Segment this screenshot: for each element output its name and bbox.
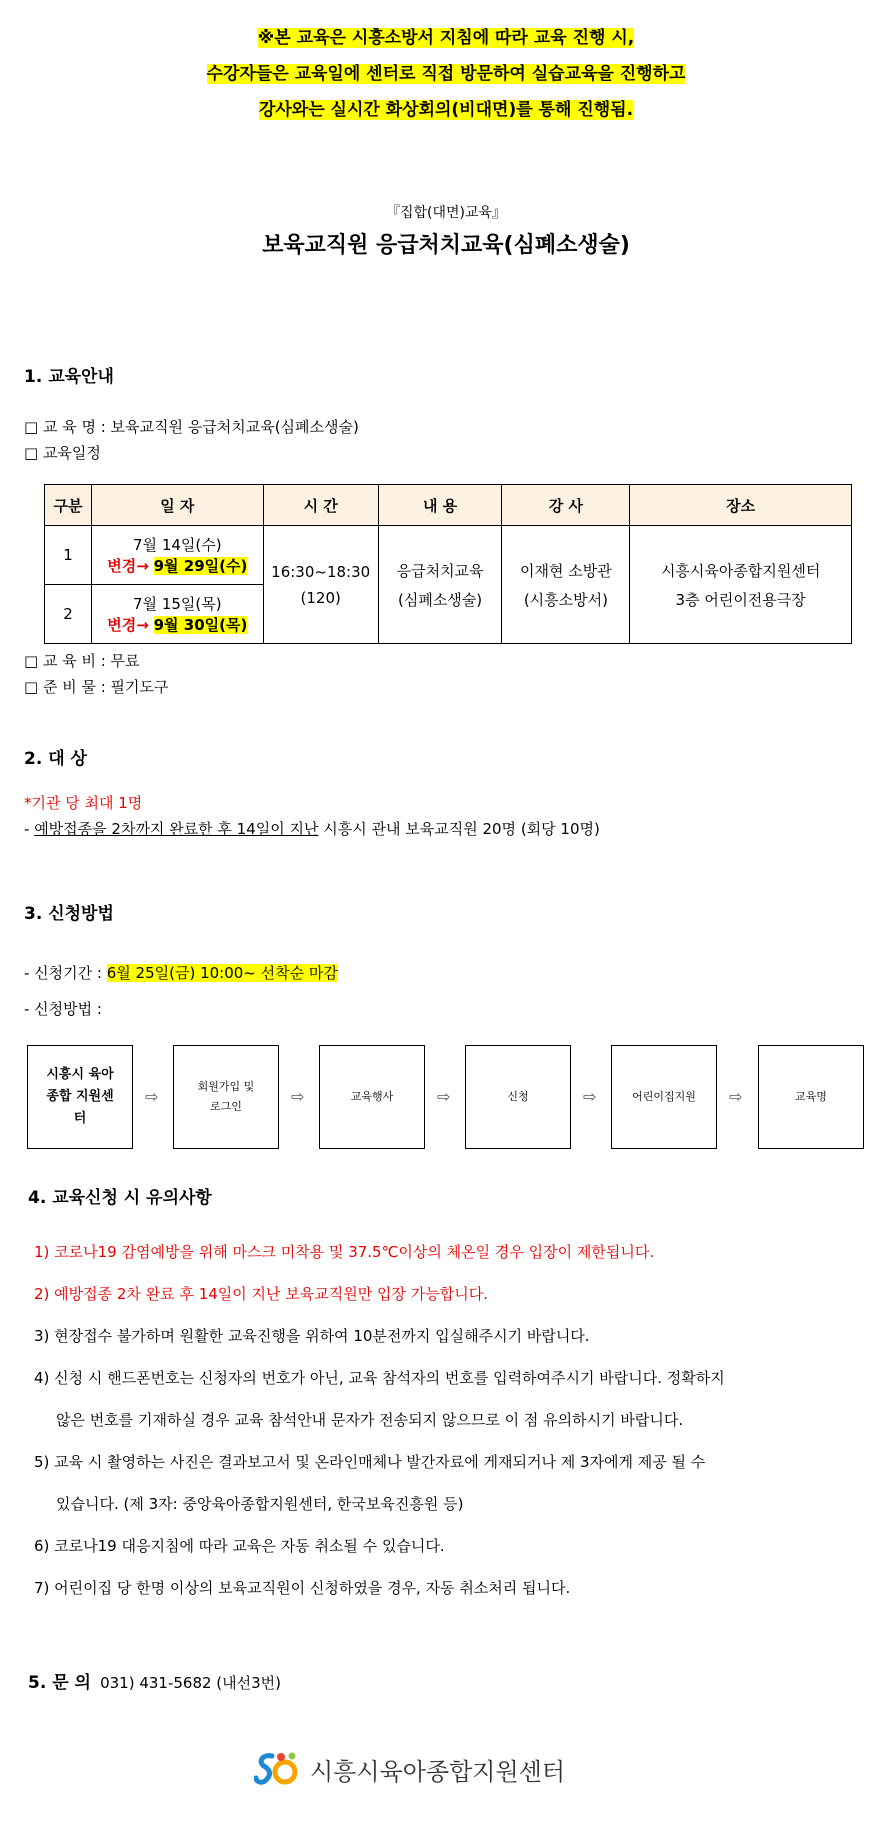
new-date: 9월 29일(수) xyxy=(153,557,248,575)
place-main: 시흥시육아종합지원센터 xyxy=(660,561,821,580)
time-minutes: (120) xyxy=(300,588,341,607)
note-7: 7) 어린이집 당 한명 이상의 보육교직원이 신청하였을 경우, 자동 취소처리 됩니다. xyxy=(34,1579,571,1597)
schedule-table xyxy=(44,484,852,644)
fee-line: □ 교 육 비 : 무료 xyxy=(24,652,140,670)
flow-arrow-icon: ⇨ xyxy=(583,1087,597,1106)
flow-arrow-icon: ⇨ xyxy=(145,1087,159,1106)
content-main: 응급처치교육 xyxy=(396,561,484,580)
flow-step-1: 시흥시 육아종합 지원센터 xyxy=(27,1045,133,1149)
content-sub: (심폐소생술) xyxy=(397,590,483,609)
note-4-cont: 않은 번호를 기재하실 경우 교육 참석안내 문자가 전송되지 않으므로 이 점 유의하시기 바랍니다. xyxy=(56,1411,684,1429)
original-date: 7월 15일(목) xyxy=(133,595,222,613)
instructor-cell xyxy=(502,526,630,644)
change-label: 변경→ xyxy=(107,616,149,634)
vaccination-condition: 예방접종을 2차까지 완료한 후 14일이 지난 xyxy=(34,820,319,838)
section-4-heading: 4. 교육신청 시 유의사항 xyxy=(28,1188,212,1208)
flow-step-4: 신청 xyxy=(465,1045,571,1149)
supplies-line: □ 준 비 물 : 필기도구 xyxy=(24,678,169,696)
header-instructor: 강 사 xyxy=(502,485,630,526)
target-limit: *기관 당 최대 1명 xyxy=(24,794,143,812)
target-description xyxy=(24,818,600,840)
schedule-label: □ 교육일정 xyxy=(24,444,101,462)
edu-name-line: □ 교 육 명 : 보육교직원 응급처치교육(심폐소생술) xyxy=(24,418,359,436)
page-subtitle: 『집합(대면)교육』 xyxy=(385,205,507,221)
table-header-row xyxy=(45,485,852,526)
table-row xyxy=(45,526,852,585)
note-2: 2) 예방접종 2차 완료 후 14일이 지난 보육교직원만 입장 가능합니다. xyxy=(34,1285,488,1303)
apply-period xyxy=(24,962,338,984)
sc-logo-icon xyxy=(254,1748,302,1788)
flow-arrow-icon: ⇨ xyxy=(729,1087,743,1106)
note-1: 1) 코로나19 감염예방을 위해 마스크 미착용 및 37.5℃이상의 체온일 경우 입장이 제한됩니다. xyxy=(34,1243,655,1261)
section-5-heading: 5. 문 의 xyxy=(28,1673,91,1693)
row-no: 1 xyxy=(45,526,92,585)
change-label: 변경→ xyxy=(107,557,149,575)
contact-phone: 031) 431-5682 (내선3번) xyxy=(100,1674,282,1692)
flow-step-3: 교육행사 xyxy=(319,1045,425,1149)
section-2-heading: 2. 대 상 xyxy=(24,749,87,769)
content-cell xyxy=(378,526,502,644)
header-content: 내 용 xyxy=(378,485,502,526)
header-date: 일 자 xyxy=(91,485,263,526)
header-no: 구분 xyxy=(45,485,92,526)
notice-line-3: 강사와는 실시간 화상회의(비대면)를 통해 진행됨. xyxy=(258,100,634,120)
place-room: 3층 어린이전용극장 xyxy=(675,590,806,609)
time-cell xyxy=(263,526,378,644)
flow-arrow-icon: ⇨ xyxy=(291,1087,305,1106)
header-time: 시 간 xyxy=(263,485,378,526)
place-cell xyxy=(630,526,852,644)
apply-method-label: - 신청방법 : xyxy=(24,1000,102,1018)
notice-line-1: ※본 교육은 시흥소방서 지침에 따라 교육 진행 시, xyxy=(257,28,635,48)
note-3: 3) 현장접수 불가하며 원활한 교육진행을 위하여 10분전까지 입실해주시기 바랍니다. xyxy=(34,1327,590,1345)
row-date xyxy=(91,526,263,585)
target-rest: 시흥시 관내 보육교직원 20명 (회당 10명) xyxy=(318,820,600,838)
note-5-cont: 있습니다. (제 3자: 중앙육아종합지원센터, 한국보육진흥원 등) xyxy=(56,1495,464,1513)
section-3-heading: 3. 신청방법 xyxy=(24,904,114,924)
note-5: 5) 교육 시 촬영하는 사진은 결과보고서 및 온라인매체나 발간자료에 게재되거나 제 3자에게 제공 될 수 xyxy=(34,1453,706,1471)
instructor-name: 이재현 소방관 xyxy=(520,561,612,580)
notice-line-2: 수강자들은 교육일에 센터로 직접 방문하여 실습교육을 진행하고 xyxy=(206,64,686,84)
instructor-org: (시흥소방서) xyxy=(523,590,608,609)
new-date: 9월 30일(목) xyxy=(153,616,248,634)
row-no: 2 xyxy=(45,585,92,644)
page-title: 보육교직원 응급처치교육(심폐소생술) xyxy=(262,233,630,258)
row-date xyxy=(91,585,263,644)
footer-org-name: 시흥시육아종합지원센터 xyxy=(310,1758,566,1786)
dash: - xyxy=(24,820,35,838)
period-label: - 신청기간 : xyxy=(24,964,107,982)
flow-step-2: 회원가입 및 로그인 xyxy=(173,1045,279,1149)
period-value: 6월 25일(금) 10:00~ 선착순 마감 xyxy=(106,964,338,982)
time-range: 16:30~18:30 xyxy=(271,562,371,581)
section-1-heading: 1. 교육안내 xyxy=(24,367,114,387)
flow-step-6: 교육명 xyxy=(758,1045,864,1149)
flow-arrow-icon: ⇨ xyxy=(437,1087,451,1106)
note-6: 6) 코로나19 대응지침에 따라 교육은 자동 취소될 수 있습니다. xyxy=(34,1537,445,1555)
contact-line xyxy=(28,1668,281,1693)
flow-step-5: 어린이집지원 xyxy=(611,1045,717,1149)
original-date: 7월 14일(수) xyxy=(133,536,222,554)
note-4: 4) 신청 시 핸드폰번호는 신청자의 번호가 아닌, 교육 참석자의 번호를 입력하여주시기 바랍니다. 정확하지 xyxy=(34,1369,725,1387)
header-place: 장소 xyxy=(630,485,852,526)
